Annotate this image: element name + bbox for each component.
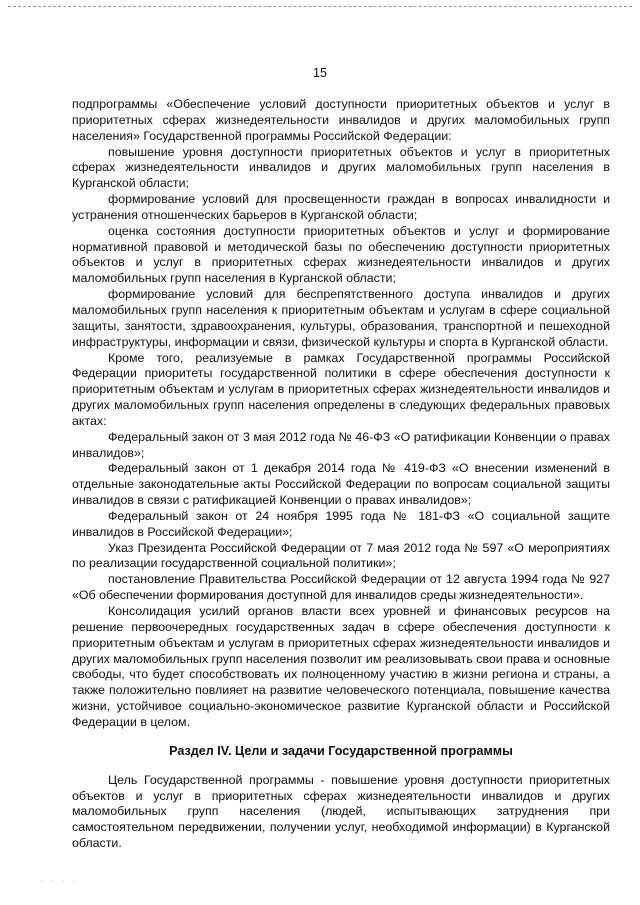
- paragraph-law-419fz: Федеральный закон от 1 декабря 2014 года № 419-ФЗ «О внесении изменений в отдельные законодательные акты Российской Федерации по вопросам социальной защиты инвалидов в связи с ратификацией Конвенции о правах инвалидов»;: [72, 461, 610, 508]
- paragraph-continuation: подпрограммы «Обеспечение условий доступности приоритетных объектов и услуг в приоритетных сферах жизнедеятельности инвалидов и других маломобильных групп населения» Государственной программы Российской Федерации:: [72, 97, 610, 143]
- paragraph-law-46fz: Федеральный закон от 3 мая 2012 года № 46-ФЗ «О ратификации Конвенции о правах инвалидов»;: [72, 429, 610, 460]
- paragraph-law-181fz: Федеральный закон от 24 ноября 1995 года № 181-ФЗ «О социальной защите инвалидов в Российской Федерации»;: [72, 508, 610, 539]
- paragraph-consolidation: Консолидация усилий органов власти всех уровней и финансовых ресурсов на решение первоочередных государственных задач в сфере обеспечения доступности к приоритетным объектам и услугам в приоритетных сферах жизнедеятельности инвалидов и других маломобильных групп населения позволит им реализовывать свои права и основные свободы, что будет способствовать их полноценному участию в жизни региона и страны, а также положительно повлияет на развитие человеческого потенциала, повышение качества жизни, устойчивое социально-экономическое развитие Курганской области и Российской Федерации в целом.: [72, 604, 610, 729]
- paragraph-task-3: оценка состояния доступности приоритетных объектов и услуг и формирование нормативной правовой и методической базы по обеспечению доступности приоритетных объектов и услуг в приоритетных сферах жизнедеятельности инвалидов и других маломобильных групп населения в Курганской области;: [72, 223, 610, 286]
- section-heading: Раздел IV. Цели и задачи Государственной программы: [169, 743, 513, 758]
- paragraph-task-4: формирование условий для беспрепятственного доступа инвалидов и других маломобильных групп населения к приоритетным объектам и услугам в сфере социальной защиты, занятости, здравоохранения, культуры, образования, транспортной и пешеходной инфраструктуры, информации и связи, физической культуры и спорта в Курганской области.: [72, 287, 610, 349]
- paragraph-task-2: формирование условий для просвещенности граждан в вопросах инвалидности и устранения отношенческих барьеров в Курганской области;: [72, 192, 610, 222]
- paragraph-program-goal: Цель Государственной программы - повышение уровня доступности приоритетных объектов и услуг в приоритетных сферах жизнедеятельности инвалидов и других маломобильных групп населения (людей, испытывающих затруднения при самостоятельном передвижении, получении услуг, необходимой информации) в Курганской области.: [72, 772, 610, 851]
- paragraph-priorities: Кроме того, реализуемые в рамках Государственной программы Российской Федерации приоритеты государственной политики в сфере обеспечения доступности к приоритетным объектам и услугам в приоритетных сферах жизнедеятельности инвалидов и других маломобильных групп населения определены в следующих федеральных правовых актах:: [72, 350, 610, 428]
- paragraph-decree-597: Указ Президента Российской Федерации от 7 мая 2012 года № 597 «О мероприятиях по реализации государственной социальной политики»;: [72, 540, 610, 571]
- paragraph-task-1: повышение уровня доступности приоритетных объектов и услуг в приоритетных сферах жизнедеятельности инвалидов и других маломобильных групп населения в Курганской области;: [72, 144, 610, 191]
- document-body: [72, 97, 610, 852]
- scan-top-border: [8, 6, 632, 7]
- scan-artifact: · · · ·: [40, 876, 79, 885]
- page-number: 15: [313, 66, 327, 80]
- paragraph-resolution-927: постановление Правительства Российской Федерации от 12 августа 1994 года № 927 «Об обеспечении формирования доступной для инвалидов среды жизнедеятельности».: [72, 572, 610, 603]
